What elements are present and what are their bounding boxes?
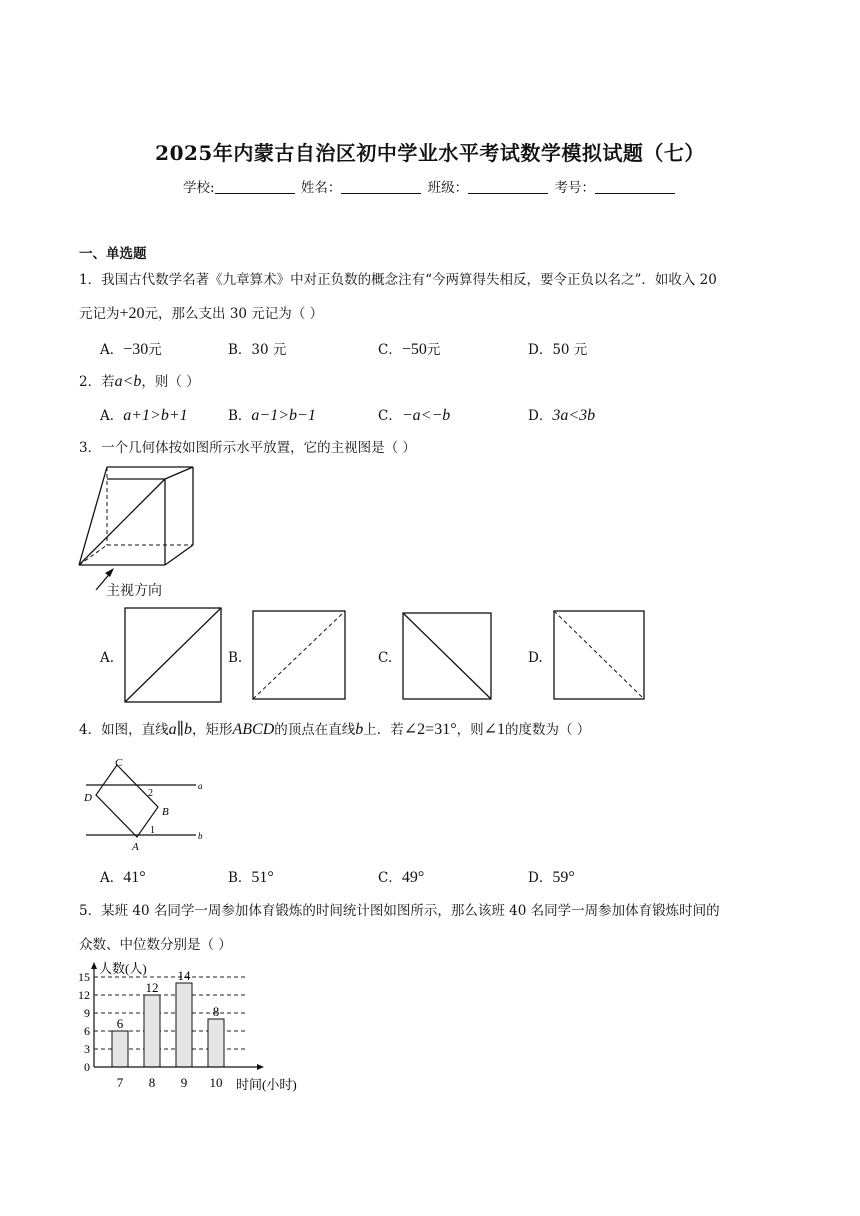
bar-10: [208, 1019, 224, 1067]
x-axis-arrow: [257, 1064, 264, 1070]
q3-option-d-square-dashed-diagonal[interactable]: [553, 610, 647, 702]
y-tick-label: 12: [78, 988, 90, 1002]
q5-bar-chart: [72, 960, 312, 1095]
label-a: A: [132, 841, 139, 853]
y-axis-label: 人数(人): [99, 961, 147, 976]
class-label: 班级：: [427, 180, 469, 196]
exam-no-blank[interactable]: [595, 181, 675, 194]
question-3: 3．一个几何体按如图所示水平放置，它的主视图是（ ）: [79, 440, 416, 456]
y-axis-arrow: [91, 962, 97, 969]
question-5-line1: 5．某班 40 名同学一周参加体育锻炼的时间统计图如图所示，那么该班 40 名同学一周参加体育锻炼时间的: [79, 903, 720, 919]
q4-option-b[interactable]: B．51°: [228, 869, 274, 886]
q3-figure-label: 主视方向: [106, 583, 162, 599]
question-5: [79, 894, 784, 962]
y-tick-label: 9: [84, 1006, 90, 1020]
school-label: 学校:: [183, 180, 215, 196]
q1-option-c[interactable]: C．−50元: [378, 341, 441, 358]
q3-option-b-label[interactable]: B.: [228, 650, 243, 666]
q2-option-b[interactable]: B．a−1>b−1: [228, 407, 316, 424]
q4-option-d[interactable]: D．59°: [528, 869, 575, 886]
name-blank[interactable]: [341, 181, 421, 194]
y-tick-label: 6: [84, 1024, 90, 1038]
y-tick-label: 3: [84, 1042, 90, 1056]
x-tick-label: 8: [148, 1075, 156, 1090]
label-line-a: a: [198, 781, 203, 791]
question-4: 4．如图，直线a∥b，矩形ABCD的顶点在直线b上．若∠2=31°，则∠1的度数为（ ）: [79, 721, 591, 738]
label-c: C: [115, 757, 123, 769]
q3-option-c-square-solid-diagonal[interactable]: [402, 612, 494, 702]
q2-option-a[interactable]: A．a+1>b+1: [100, 407, 188, 424]
bar-value-label: 14: [177, 968, 191, 983]
y-tick-label: 0: [84, 1060, 90, 1074]
school-blank[interactable]: [215, 181, 295, 194]
q3-option-a-label[interactable]: A.: [100, 650, 115, 666]
label-d: D: [84, 792, 92, 804]
question-5-line2: 众数、中位数分别是（ ）: [79, 937, 232, 953]
section-heading: 一、单选题: [79, 246, 147, 262]
q3-option-c-label[interactable]: C.: [378, 650, 393, 666]
bar-7: [112, 1031, 128, 1067]
q3-option-d-label[interactable]: D.: [528, 650, 543, 666]
q2-option-c[interactable]: C．−a<−b: [378, 407, 451, 424]
bar-8: [144, 995, 160, 1067]
q3-solid-figure: [76, 462, 216, 597]
exam-no-label: 考号：: [554, 180, 595, 196]
label-angle-1: 1: [150, 825, 155, 836]
y-tick-label: 15: [78, 970, 90, 984]
q3-option-b-square-dashed-diagonal[interactable]: [252, 610, 348, 702]
bar-value-label: 6: [116, 1016, 124, 1031]
q4-rectangle-figure: [82, 757, 212, 852]
question-1-line1: 1．我国古代数学名著《九章算术》中对正负数的概念注有“今两算得失相反，要令正负以名之”．如收入 20: [79, 272, 717, 288]
x-tick-label: 9: [180, 1075, 188, 1090]
x-axis-label: 时间(小时): [236, 1077, 297, 1092]
question-1-line2: 元记为+20元，那么支出 30 元记为（ ）: [79, 305, 324, 322]
x-tick-label: 10: [209, 1075, 223, 1090]
student-info-line: [0, 176, 860, 196]
q4-option-c[interactable]: C．49°: [378, 869, 425, 886]
question-2: 2．若a<b，则（ ）: [79, 373, 200, 390]
bar-value-label: 12: [145, 980, 159, 995]
question-1: [79, 263, 784, 331]
label-line-b: b: [198, 831, 203, 841]
x-tick-label: 7: [116, 1075, 124, 1090]
q1-option-b[interactable]: B．30 元: [228, 342, 287, 358]
q3-option-a-square-solid-diagonal[interactable]: [124, 607, 224, 703]
q1-option-d[interactable]: D．50 元: [528, 342, 588, 358]
q1-option-a[interactable]: A．−30元: [100, 341, 162, 358]
class-blank[interactable]: [468, 181, 548, 194]
bar-9: [176, 983, 192, 1067]
q4-option-a[interactable]: A．41°: [100, 869, 146, 886]
label-angle-2: 2: [148, 788, 153, 799]
bar-value-label: 8: [212, 1004, 220, 1019]
page-title: 2025年内蒙古自治区初中学业水平考试数学模拟试题（七）: [155, 141, 705, 165]
name-label: 姓名：: [300, 180, 342, 196]
q2-option-d[interactable]: D．3a<3b: [528, 407, 596, 424]
label-b: B: [162, 806, 169, 818]
